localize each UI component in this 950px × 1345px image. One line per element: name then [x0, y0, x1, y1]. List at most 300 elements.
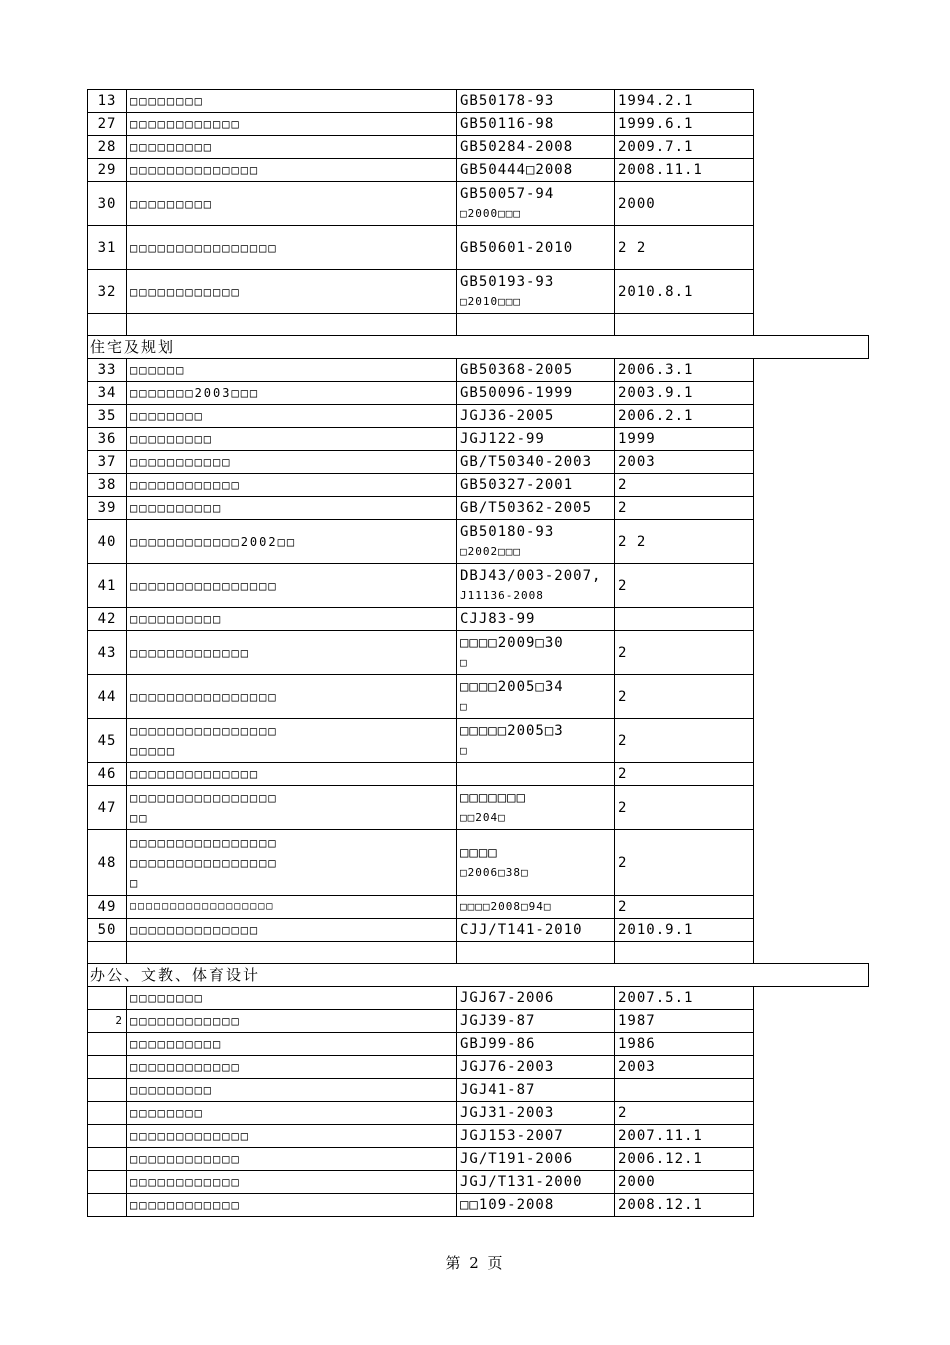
standard-name [127, 520, 457, 564]
row-number-text: 47 [97, 799, 117, 816]
spacer-cell [754, 159, 869, 182]
standard-name [127, 631, 457, 675]
table-row [88, 1125, 869, 1148]
table-row [88, 1194, 869, 1217]
effective-date [615, 1148, 754, 1171]
standard-code-text: □□□□ [460, 844, 498, 861]
effective-date [615, 987, 754, 1010]
table-row [88, 520, 869, 564]
standard-name [127, 1194, 457, 1217]
effective-date [615, 136, 754, 159]
effective-date-text: 2007.11.1 [618, 1128, 703, 1144]
row-number [88, 608, 127, 631]
standard-code-text: CJJ83-99 [460, 611, 536, 627]
row-number [88, 136, 127, 159]
effective-date [615, 90, 754, 113]
standard-name-text: □□□□□□□□ [130, 94, 204, 108]
table-row [88, 136, 869, 159]
standard-name-text: □□□□□□□2003□□□ [130, 386, 260, 400]
standard-name [127, 942, 457, 964]
standard-name-text: □□□□□□□□ [130, 991, 204, 1005]
standard-name [127, 1079, 457, 1102]
standard-name-text: □□□□□□□□□□□□□□ [130, 163, 260, 177]
standard-code-text: JG/T191-2006 [460, 1151, 574, 1167]
row-number-text: 48 [97, 854, 117, 871]
effective-date-text: 2003 [618, 1059, 656, 1075]
spacer-cell [754, 314, 869, 336]
spacer-cell [754, 270, 869, 314]
standard-code-text-2: □2002□□□ [460, 544, 521, 558]
spacer-cell [754, 786, 869, 830]
effective-date-text: 2008.11.1 [618, 162, 703, 178]
row-number-text: 45 [97, 732, 117, 749]
table-row [88, 786, 869, 830]
section-row [88, 336, 869, 359]
row-number-text: 49 [97, 899, 117, 915]
standard-code-text: JGJ122-99 [460, 431, 545, 447]
spacer-cell [754, 382, 869, 405]
standard-code [457, 428, 615, 451]
table-row [88, 405, 869, 428]
effective-date [615, 608, 754, 631]
standard-code [457, 1010, 615, 1033]
row-number [88, 90, 127, 113]
spacer-cell [754, 987, 869, 1010]
standard-code-text: GB50193-93 [460, 273, 555, 290]
standard-code [457, 1079, 615, 1102]
effective-date [615, 1056, 754, 1079]
standard-code [457, 830, 615, 896]
spacer-cell [754, 474, 869, 497]
spacer-cell [754, 1033, 869, 1056]
standard-name-text: □□□□□□□□□□□□□□ [130, 923, 260, 937]
table-row [88, 1033, 869, 1056]
row-number-text: 29 [97, 162, 117, 178]
standard-code [457, 719, 615, 763]
effective-date [615, 314, 754, 336]
standard-name-text: □□□□□□□□□ [130, 196, 214, 211]
table-row [88, 719, 869, 763]
effective-date [615, 675, 754, 719]
standard-name-text: □□□□□□□□□□□□□ [130, 1129, 250, 1143]
effective-date [615, 942, 754, 964]
effective-date-text: 1987 [618, 1013, 656, 1029]
section-heading: 办公、文教、体育设计 [88, 964, 869, 987]
standard-code-text: GBJ99-86 [460, 1036, 536, 1052]
effective-date-text: 2 [618, 766, 628, 782]
standard-code-text-2: J11136-2008 [460, 588, 544, 602]
spacer-cell [754, 451, 869, 474]
row-number [88, 987, 127, 1010]
row-number [88, 497, 127, 520]
standard-code [457, 1171, 615, 1194]
standard-code-text: JGJ41-87 [460, 1082, 536, 1098]
standard-code-text-2: □2006□38□ [460, 865, 529, 879]
standard-name-text: □□□□□□□□□ [130, 140, 214, 154]
standard-code-text: GB50096-1999 [460, 385, 574, 401]
standard-name-text: □□□□□□□□□□□□□□□□ [130, 723, 278, 738]
table-row [88, 497, 869, 520]
effective-date [615, 497, 754, 520]
row-number [88, 1125, 127, 1148]
row-number-text: 43 [97, 644, 117, 661]
standard-code-text: GB/T50340-2003 [460, 454, 593, 470]
effective-date [615, 1010, 754, 1033]
standard-code [457, 896, 615, 919]
standard-code-text-2: □2010□□□ [460, 294, 521, 308]
standard-name [127, 382, 457, 405]
standard-code-text: □□□□2005□34 [460, 678, 564, 695]
table-row [88, 608, 869, 631]
table-row [88, 474, 869, 497]
standard-code [457, 1194, 615, 1217]
table-row [88, 987, 869, 1010]
spacer-cell [754, 520, 869, 564]
effective-date-text: 2003.9.1 [618, 385, 694, 401]
effective-date-text: 2 2 [618, 533, 647, 550]
row-number [88, 520, 127, 564]
standard-name [127, 270, 457, 314]
standard-name [127, 359, 457, 382]
effective-date-text: 2 [618, 500, 628, 516]
spacer-cell [754, 1056, 869, 1079]
standard-name [127, 675, 457, 719]
standard-code-text: JGJ39-87 [460, 1013, 536, 1029]
effective-date [615, 631, 754, 675]
effective-date-text: 2009.7.1 [618, 139, 694, 155]
row-number [88, 942, 127, 964]
standard-code-text: GB50444□2008 [460, 162, 574, 178]
row-number-text: 41 [97, 577, 117, 594]
standard-code [457, 182, 615, 226]
table-row [88, 113, 869, 136]
standard-code [457, 314, 615, 336]
standard-name [127, 830, 457, 896]
row-number [88, 226, 127, 270]
spacer-cell [754, 90, 869, 113]
standard-code [457, 675, 615, 719]
effective-date-text: 2 [618, 477, 628, 493]
standard-name [127, 1010, 457, 1033]
row-number [88, 564, 127, 608]
standard-name-text: □□□□□□ [130, 363, 186, 377]
spacer-cell [754, 405, 869, 428]
standard-name-text-2: □□□□□ [130, 743, 177, 758]
effective-date [615, 919, 754, 942]
standard-code-text: GB50057-94 [460, 185, 555, 202]
standard-name-text: □□□□□□□□□□□□ [130, 117, 241, 131]
standard-code [457, 451, 615, 474]
row-number-text: 39 [97, 500, 117, 516]
spacer-cell [754, 1148, 869, 1171]
effective-date-text: 2 [618, 577, 628, 594]
row-number-text: 38 [97, 477, 117, 493]
standard-name [127, 1056, 457, 1079]
standard-code [457, 763, 615, 786]
table-row [88, 382, 869, 405]
spacer-cell [754, 182, 869, 226]
standard-name-text: □□□□□□□□□□□□□□□□ [130, 790, 278, 805]
standard-name-text-2: □□□□□□□□□□□□□□□□ [130, 855, 278, 870]
row-number-text: 2 [115, 1014, 123, 1027]
effective-date-text: 2000 [618, 195, 656, 212]
spacer-cell [754, 564, 869, 608]
standard-name [127, 763, 457, 786]
effective-date-text: 2 [618, 854, 628, 871]
row-number [88, 428, 127, 451]
row-number-text: 50 [97, 922, 117, 938]
standard-name-text: □□□□□□□□□□□□□□□□□□ [130, 901, 275, 912]
effective-date-text: 1994.2.1 [618, 93, 694, 109]
effective-date-text: 2 [618, 899, 628, 915]
standard-code-text: GB/T50362-2005 [460, 500, 593, 516]
row-number [88, 1033, 127, 1056]
table-row [88, 159, 869, 182]
row-number-text: 40 [97, 533, 117, 550]
standard-code [457, 1148, 615, 1171]
standard-code [457, 1033, 615, 1056]
row-number [88, 919, 127, 942]
table-row [88, 896, 869, 919]
standard-name-text-2: □□ [130, 810, 149, 825]
effective-date [615, 159, 754, 182]
row-number-text: 37 [97, 454, 117, 470]
standard-name-text: □□□□□□□□□□ [130, 1037, 223, 1051]
row-number [88, 719, 127, 763]
effective-date-text: 2006.12.1 [618, 1151, 703, 1167]
row-number [88, 382, 127, 405]
standard-name-text: □□□□□□□□□□□□□□ [130, 767, 260, 781]
spacer-cell [754, 896, 869, 919]
standard-code-text: JGJ153-2007 [460, 1128, 564, 1144]
spacer-cell [754, 919, 869, 942]
effective-date [615, 182, 754, 226]
standard-name [127, 474, 457, 497]
row-number [88, 474, 127, 497]
row-number [88, 830, 127, 896]
spacer-cell [754, 1125, 869, 1148]
spacer-cell [754, 675, 869, 719]
standard-name-text: □□□□□□□□□□□□ [130, 284, 241, 299]
row-number-text: 30 [97, 195, 117, 212]
standard-name-text: □□□□□□□□□□□□□□□□ [130, 689, 278, 704]
effective-date-text: 2000 [618, 1174, 656, 1190]
effective-date [615, 405, 754, 428]
table-row [88, 1056, 869, 1079]
effective-date-text: 2 [618, 799, 628, 816]
standard-code [457, 564, 615, 608]
row-number-text: 42 [97, 611, 117, 627]
standard-name-text: □□□□□□□□ [130, 1106, 204, 1120]
standard-name [127, 1033, 457, 1056]
standard-code [457, 631, 615, 675]
table-row [88, 919, 869, 942]
row-number-text: 44 [97, 688, 117, 705]
page-number: 第 2 页 [445, 1254, 505, 1272]
standard-code-text: □□□□2008□94□ [460, 900, 552, 913]
row-number [88, 1171, 127, 1194]
standard-name [127, 1148, 457, 1171]
spacer-cell [754, 942, 869, 964]
row-number-text: 31 [97, 239, 117, 256]
standard-name [127, 314, 457, 336]
table-row [88, 90, 869, 113]
effective-date [615, 226, 754, 270]
effective-date-text: 2 [618, 644, 628, 661]
effective-date-text: 2 [618, 1105, 628, 1121]
spacer-cell [754, 631, 869, 675]
standard-name-text: □□□□□□□□□□□□□□□□ [130, 578, 278, 593]
row-number-text: 46 [97, 766, 117, 782]
row-number [88, 113, 127, 136]
standard-name [127, 428, 457, 451]
standard-code-text: JGJ/T131-2000 [460, 1174, 583, 1190]
row-number-text: 35 [97, 408, 117, 424]
standard-code-text: □□□□2009□30 [460, 634, 564, 651]
standard-code [457, 987, 615, 1010]
table-row [88, 1102, 869, 1125]
standard-code-text: DBJ43/003-2007, [460, 567, 602, 584]
standard-code-text: □□□□□2005□3 [460, 722, 564, 739]
standard-name [127, 90, 457, 113]
standard-name [127, 919, 457, 942]
standard-code [457, 608, 615, 631]
spacer-cell [754, 1171, 869, 1194]
row-number [88, 1194, 127, 1217]
standard-name [127, 1171, 457, 1194]
spacer-cell [754, 113, 869, 136]
standard-code [457, 474, 615, 497]
effective-date [615, 451, 754, 474]
row-number [88, 159, 127, 182]
row-number-text: 13 [97, 93, 117, 109]
effective-date-text: 2 [618, 732, 628, 749]
standard-code [457, 359, 615, 382]
row-number-text: 32 [97, 283, 117, 300]
effective-date [615, 564, 754, 608]
effective-date [615, 1194, 754, 1217]
row-number-text: 27 [97, 116, 117, 132]
row-number [88, 314, 127, 336]
row-number [88, 182, 127, 226]
table-row [88, 1079, 869, 1102]
standard-name-text: □□□□□□□□□□□□ [130, 1014, 241, 1028]
row-number [88, 1148, 127, 1171]
effective-date [615, 1033, 754, 1056]
table-row [88, 942, 869, 964]
standard-code-text: GB50284-2008 [460, 139, 574, 155]
effective-date [615, 1079, 754, 1102]
standard-name-text: □□□□□□□□□□ [130, 612, 223, 626]
row-number [88, 1102, 127, 1125]
standard-code [457, 1125, 615, 1148]
standard-name [127, 136, 457, 159]
standard-name [127, 896, 457, 919]
standard-name [127, 226, 457, 270]
standard-name-text: □□□□□□□□□□□□□ [130, 645, 250, 660]
effective-date-text: 2006.3.1 [618, 362, 694, 378]
standard-code [457, 942, 615, 964]
standard-name [127, 451, 457, 474]
standard-name-text: □□□□□□□□□□□□2002□□ [130, 534, 297, 549]
standard-code [457, 520, 615, 564]
standard-code-text: GB50601-2010 [460, 239, 574, 256]
effective-date-text: 2010.8.1 [618, 283, 694, 300]
effective-date-text: 1999.6.1 [618, 116, 694, 132]
row-number [88, 359, 127, 382]
effective-date [615, 359, 754, 382]
standard-name [127, 1125, 457, 1148]
row-number [88, 786, 127, 830]
effective-date [615, 520, 754, 564]
standard-name [127, 719, 457, 763]
row-number-text: 28 [97, 139, 117, 155]
table-row [88, 564, 869, 608]
table-row [88, 451, 869, 474]
effective-date-text: 1986 [618, 1036, 656, 1052]
spacer-cell [754, 136, 869, 159]
standard-code [457, 405, 615, 428]
spacer-cell [754, 359, 869, 382]
standard-code-text: GB50178-93 [460, 93, 555, 109]
effective-date-text: 2007.5.1 [618, 990, 694, 1006]
standard-name-text: □□□□□□□□□□ [130, 501, 223, 515]
row-number [88, 270, 127, 314]
standard-code-text: GB50368-2005 [460, 362, 574, 378]
standard-code [457, 159, 615, 182]
standard-code [457, 1056, 615, 1079]
standard-code [457, 113, 615, 136]
standard-name-text: □□□□□□□□□□□□ [130, 1060, 241, 1074]
table-row [88, 428, 869, 451]
effective-date [615, 428, 754, 451]
table-row [88, 675, 869, 719]
row-number [88, 763, 127, 786]
standard-name-text: □□□□□□□□□□□□ [130, 478, 241, 492]
effective-date [615, 1125, 754, 1148]
section-heading: 住宅及规划 [88, 336, 869, 359]
spacer-cell [754, 1102, 869, 1125]
standard-name-text: □□□□□□□□□□□□ [130, 1175, 241, 1189]
row-number [88, 1079, 127, 1102]
standard-name-text: □□□□□□□□ [130, 409, 204, 423]
spacer-cell [754, 763, 869, 786]
standard-code-text: GB50327-2001 [460, 477, 574, 493]
effective-date-text: 1999 [618, 431, 656, 447]
effective-date [615, 896, 754, 919]
standard-name [127, 405, 457, 428]
effective-date [615, 270, 754, 314]
effective-date-text: 2 2 [618, 239, 647, 256]
standard-name [127, 608, 457, 631]
standard-name [127, 786, 457, 830]
standard-name [127, 1102, 457, 1125]
standard-name [127, 497, 457, 520]
table-row [88, 1010, 869, 1033]
table-row [88, 270, 869, 314]
effective-date [615, 830, 754, 896]
row-number [88, 451, 127, 474]
standard-code [457, 497, 615, 520]
standard-code [457, 786, 615, 830]
spacer-cell [754, 1079, 869, 1102]
row-number-text: 34 [97, 385, 117, 401]
table-row [88, 1171, 869, 1194]
table-row [88, 314, 869, 336]
table-row [88, 182, 869, 226]
standard-name-text: □□□□□□□□□□□□□□□□ [130, 835, 278, 850]
table-row [88, 631, 869, 675]
